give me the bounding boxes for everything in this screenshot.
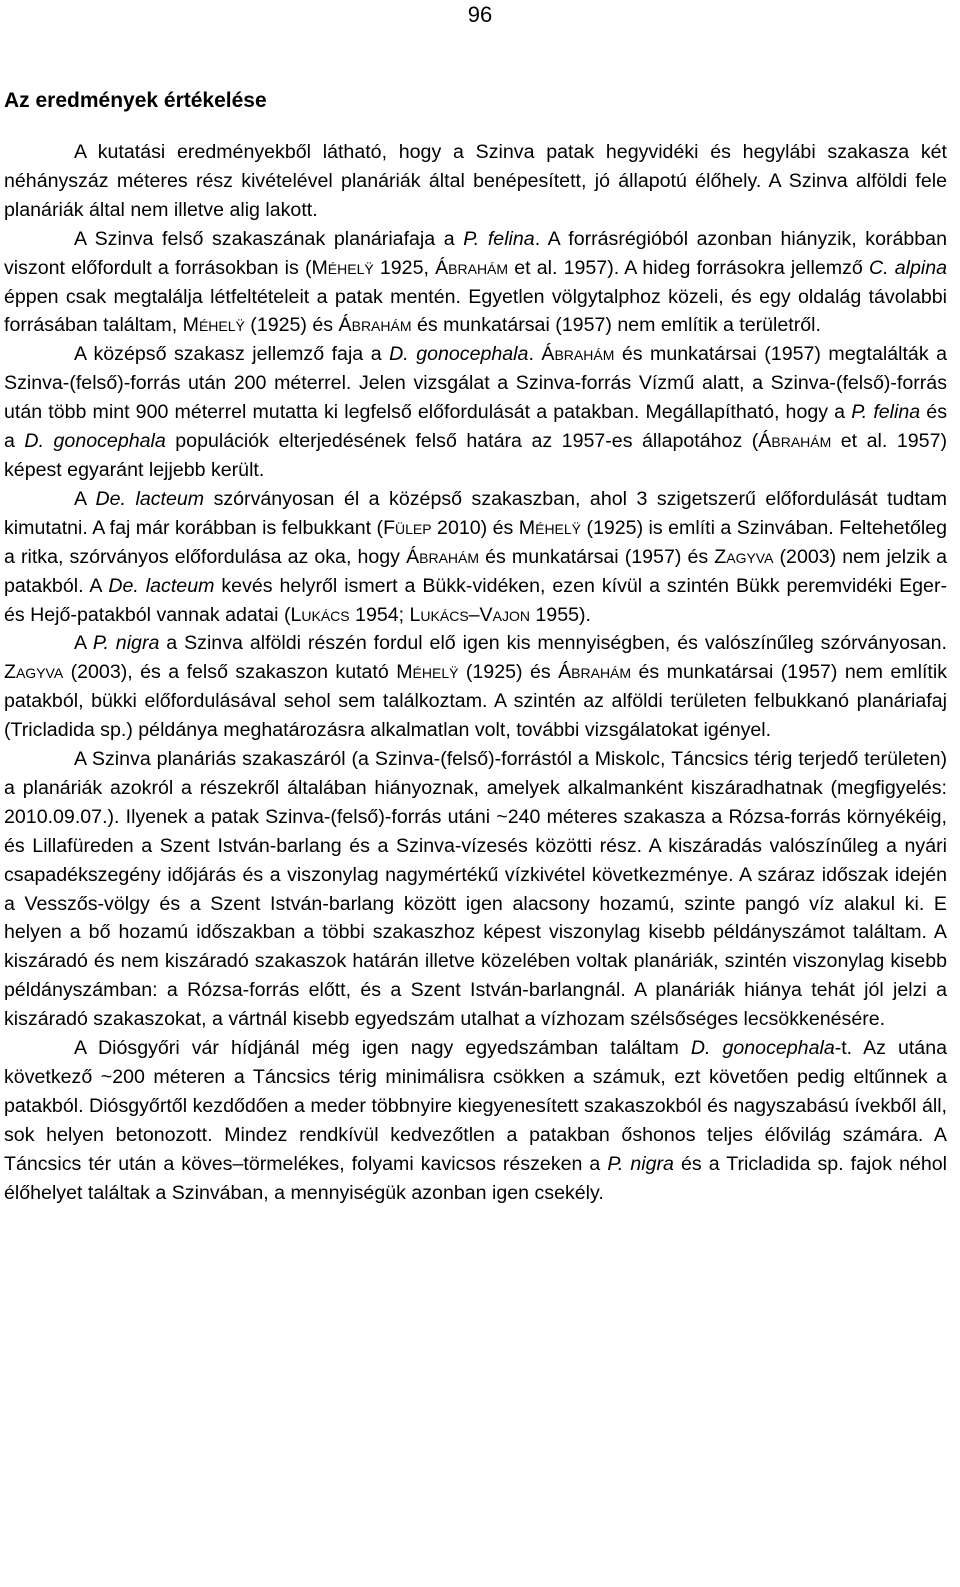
text-run: és munkatársai (1957) és (479, 545, 715, 568)
author-name: Méhelÿ (311, 256, 374, 279)
text-run: A Diósgyőri vár hídjánál még igen nagy egyedszámban találtam (74, 1037, 691, 1060)
text-run: (2003) nem jelzik a patakból. A (4, 545, 948, 597)
taxon-name: De. lacteum (108, 574, 215, 597)
taxon-name: P. nigra (607, 1152, 674, 1175)
text-run: -t. Az utána következő ~200 méteren a Táncsics térig minimálisra csökken a számuk, ezt követően pedig eltűnnek a patakból. Diósgyőrtől kezdődően a meder többnyire kiegyenesített szakaszokból és nagyszabású ívekből áll, sok helyen betonozott. Mindez rendkívül kedvezőtlen a patakban őshonos teljes élővilág számára. A Táncsics tér után a köves–törmelékes, folyami kavicsos részeken a (4, 1037, 947, 1175)
taxon-name: D. gonocephala (389, 343, 529, 366)
text-run: (1925) és (458, 661, 559, 684)
paragraph (4, 340, 947, 485)
taxon-name: D. gonocephala (690, 1037, 835, 1060)
author-name: Ábrahám (338, 314, 412, 337)
author-name: Méhelÿ (396, 661, 459, 684)
author-name: Fülep (383, 516, 432, 539)
text-run: a Szinva alföldi részén fordul elő igen kis mennyiségben, és valószínűleg szórványosan. (159, 632, 948, 655)
text-run: 1955). (529, 603, 591, 626)
author-name: Zagyva (714, 545, 774, 568)
taxon-name: P. felina (463, 227, 535, 250)
author-name: Lukács–Vajon (409, 603, 530, 626)
text-run: szórványosan él a középső szakaszban, ahol 3 szigetszerű előfordulását tudtam kimutatni. A faj már korábban is felbukkant ( (4, 487, 947, 539)
text-run: kevés helyről ismert a Bükk-vidéken, ezen kívül a szintén Bükk peremvidéki Eger- és Hejő-patakból vannak adatai ( (4, 574, 947, 626)
page-number: 96 (467, 2, 493, 27)
text-run: A Szinva planáriás szakaszáról (a Szinva-(felső)-forrástól a Miskolc, Táncsics térig terjedő területen) a planáriák azokról a részekről általában hiányoznak, amelyek alkalmanként kiszáradhatnak (megfigyelés: 2010.09.07.). Ilyenek a patak Szinva-(felső)-forrás utáni ~240 méteres szakasza a Rózsa-forrás környékéig, és Lillafüreden a Szent István-barlang és a Szinva-vízesés közötti rész. A kiszáradás valószínűleg a nyári csapadékszegény időjárás és a viszonylag nagymértékű vízkivétel következménye. A száraz időszak idején a Vesszős-völgy és a Szent István-barlang között igen alacsony hozamú, szinte pangó víz alakul ki. E helyen a bő hozamú időszakban a többi szakaszhoz képest viszonylag kisebb példányszámot találtam. A kiszáradó és nem kiszáradó szakaszok határán illetve közelében voltak planáriák, szintén viszonylag kisebb példányszámban: a Rózsa-forrás előtt, és a Szent István-barlangnál. A planáriák hiánya tehát jól jelzi a kiszáradó szakaszokat, a vártnál kisebb egyedszám utalhat a vízhozam szélsőséges lecsökkenésére. (4, 748, 947, 1031)
author-name: Zagyva (4, 661, 64, 684)
text-run: és a (4, 401, 947, 453)
author-name: Méhelÿ (182, 314, 245, 337)
text-run: et al. 1957). A hideg forrásokra jellemző (508, 256, 869, 279)
author-name: Ábrahám (435, 256, 509, 279)
text-run: . (528, 343, 542, 366)
text-run: és munkatársai (1957) nem említik patakból, bükki előfordulásával sehol sem találkoztam. A szintén az alföldi területen felbukkanó planáriafaj (Tricladida sp.) példánya meghatározásra alkalmatlan volt, további vizsgálatokat igényel. (4, 661, 948, 742)
text-run: és munkatársai (1957) megtalálták a Szinva-(felső)-forrás után 200 méterrel. Jelen vizsgálat a Szinva-forrás Vízmű alatt, a Szinva-(felső)-forrás után több mint 900 méterrel mutatta ki legfelső előfordulását a patakban. Megállapítható, hogy a (4, 343, 948, 424)
text-run: (2003), és a felső szakaszon kutató (63, 661, 397, 684)
taxon-name: C. alpina (868, 256, 947, 279)
text-run: A középső szakasz jellemző faja a (74, 343, 390, 366)
author-name: Ábrahám (406, 545, 480, 568)
text-run: 1954; (349, 603, 410, 626)
paragraph (4, 1034, 947, 1207)
text-run: populációk elterjedésének felső határa az 1957-es állapotához ( (165, 430, 759, 453)
taxon-name: P. felina (851, 401, 921, 424)
author-name: Ábrahám (541, 343, 615, 366)
text-run: et al. 1957) képest egyaránt lejjebb került. (4, 430, 947, 481)
text-run: 2010) és (431, 516, 519, 539)
paragraph (4, 745, 947, 1034)
text-run: A (74, 487, 96, 510)
text-run: 1925, (373, 256, 436, 279)
author-name: Méhelÿ (518, 516, 582, 539)
text-run: (1925) is említi a Szinvában. Feltehetőleg a ritka, szórványos előfordulása az oka, hogy (4, 516, 948, 568)
taxon-name: D. gonocephala (24, 430, 166, 453)
author-name: Ábrahám (558, 661, 632, 684)
paragraph (4, 629, 947, 745)
taxon-name: P. nigra (92, 632, 160, 655)
text-run: (1925) és (244, 314, 339, 337)
author-name: Ábrahám (758, 430, 832, 453)
text-run: A Szinva felső szakaszának planáriafaja a (74, 227, 464, 250)
text-run: A kutatási eredményekből látható, hogy a Szinva patak hegyvidéki és hegylábi szakasza két néhányszáz méteres rész kivételével planáriák által benépesített, jó állapotú élőhely. A Szinva alföldi fele planáriák által nem illetve alig lakott. (4, 141, 947, 221)
text-run: . A forrásrégióból azonban hiányzik, korábban viszont előfordult a forrásokban is ( (4, 227, 947, 279)
text-run: éppen csak megtalálja létfeltételeit a patak mentén. Egyetlen völgytalphoz közeli, és egy oldalág távolabbi forrásában találtam, (4, 285, 947, 337)
text-run: A (74, 632, 93, 655)
section-heading: Az eredmények értékelése (4, 89, 267, 112)
paragraph (4, 138, 947, 225)
text-run: és munkatársai (1957) nem említik a területről. (411, 314, 821, 337)
author-name: Lukács (290, 603, 350, 626)
body-text (4, 138, 947, 1208)
taxon-name: De. lacteum (95, 487, 205, 510)
text-run: és a Tricladida sp. fajok néhol élőhelyet találtak a Szinvában, a mennyiségük azonban igen csekély. (4, 1152, 948, 1204)
paragraph (4, 485, 947, 630)
paragraph (4, 225, 947, 341)
